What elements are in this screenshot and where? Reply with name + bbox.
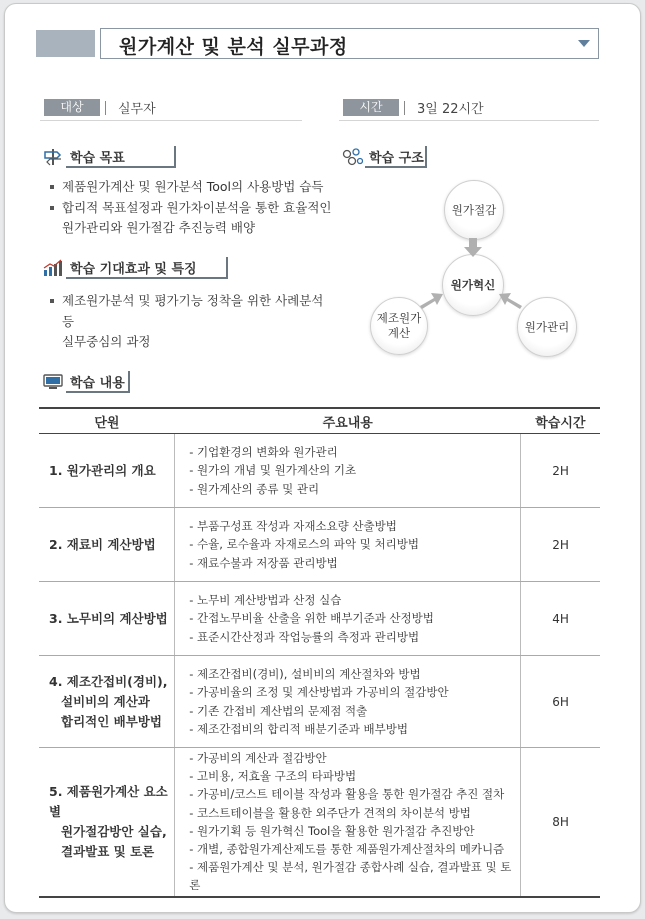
header-hours: 학습시간 — [521, 408, 600, 434]
content-underline — [66, 391, 130, 393]
table-row — [39, 582, 600, 656]
table-row — [39, 434, 600, 508]
unit-cell: 4. 제조간접비(경비), 설비비의 계산과 합리적인 배부방법 — [39, 656, 175, 748]
curriculum-table — [39, 407, 600, 898]
node-cost-reduction: 원가절감 — [444, 180, 504, 240]
target-value: 실무자 — [118, 102, 156, 117]
structure-bar — [425, 146, 427, 168]
bar-chart-icon — [42, 259, 64, 277]
hours-cell: 6H — [521, 656, 600, 748]
monitor-icon — [42, 373, 64, 391]
content-cell: - 기업환경의 변화와 원가관리 - 원가의 개념 및 원가계산의 기초 - 원가계산의 종류 및 관리 — [175, 434, 521, 508]
signpost-icon — [42, 148, 64, 166]
structure-diagram — [366, 180, 581, 355]
goals-heading — [42, 146, 137, 168]
header-content: 주요내용 — [175, 408, 521, 434]
hours-cell: 4H — [521, 582, 600, 656]
structure-underline — [365, 166, 427, 168]
goals-heading-label: 학습 목표 — [70, 151, 125, 166]
effects-item-continued: 실무중심의 과정 — [62, 334, 151, 349]
goals-item: 합리적 목표설정과 원가차이분석을 통한 효율적인 — [48, 198, 338, 219]
page-title: 원가계산 및 분석 실무과정 — [119, 36, 348, 58]
title-box[interactable] — [100, 28, 599, 59]
effects-item: 제조원가분석 및 평가기능 정착을 위한 사례분석 등 — [48, 291, 338, 332]
unit-cell: 2. 재료비 계산방법 — [39, 508, 175, 582]
structure-heading-label: 학습 구조 — [369, 151, 424, 166]
goals-underline — [66, 166, 176, 168]
effects-list — [48, 291, 338, 353]
effects-heading — [42, 257, 197, 279]
hours-cell: 2H — [521, 508, 600, 582]
table-header-row — [39, 408, 600, 434]
effects-heading-label: 학습 기대효과 및 특징 — [70, 262, 197, 277]
goals-bar — [174, 146, 176, 168]
title-accent-bar — [36, 30, 95, 57]
time-row — [339, 96, 599, 121]
unit-cell: 1. 원가관리의 개요 — [39, 434, 175, 508]
content-cell: - 가공비의 계산과 절감방안 - 고비용, 저효율 구조의 타파방법 - 가공비/코스트 테이블 작성과 활용을 통한 원가절감 추진 절차 - 코스트테이블을 활용한 외주단가 견적의 차이분석 방법 - 원가기획 등 원가혁신 Tool을 활용한 원가절감 추진방안 - 개별, 종합원가계산제도를 통한 제품원가계산절차의 메카니즘 - 제품원가계산 및 분석, 원가절감 종합사례 실습, 결과발표 및 토론 — [175, 748, 521, 897]
content-heading — [42, 371, 132, 393]
hours-cell: 8H — [521, 748, 600, 897]
table-row — [39, 656, 600, 748]
target-tag: 대상 — [44, 99, 100, 116]
arrow-down-icon — [464, 238, 482, 258]
unit-cell: 3. 노무비의 계산방법 — [39, 582, 175, 656]
content-bar — [128, 371, 130, 393]
hours-cell: 2H — [521, 434, 600, 508]
node-manufacturing-cost-line1: 제조원가 — [376, 311, 422, 325]
table-row — [39, 748, 600, 897]
goals-item-continued: 원가관리와 원가절감 추진능력 배양 — [62, 220, 256, 235]
network-icon — [341, 148, 363, 166]
title-block — [36, 26, 599, 60]
node-manufacturing-cost-line2: 계산 — [387, 326, 411, 340]
unit-cell: 5. 제품원가계산 요소별 원가절감방안 실습, 결과발표 및 토론 — [39, 748, 175, 897]
time-tag: 시간 — [343, 99, 399, 116]
time-value: 3일 22시간 — [417, 102, 484, 117]
table-row — [39, 508, 600, 582]
header-unit: 단원 — [39, 408, 175, 434]
effects-bar — [226, 257, 228, 279]
goals-item: 제품원가계산 및 원가분석 Tool의 사용방법 습득 — [48, 177, 338, 198]
content-heading-label: 학습 내용 — [70, 376, 125, 391]
content-cell: - 부품구성표 작성과 자재소요량 산출방법 - 수율, 로수율과 자재로스의 파악 및 처리방법 - 재료수불과 저장품 관리방법 — [175, 508, 521, 582]
node-cost-innovation: 원가혁신 — [442, 254, 504, 316]
arrow-up-left-icon — [498, 290, 524, 310]
arrow-up-right-icon — [418, 290, 444, 310]
target-row — [40, 96, 302, 121]
content-cell: - 제조간접비(경비), 설비비의 계산절차와 방법 - 가공비율의 조정 및 계산방법과 가공비의 절감방안 - 기존 간접비 계산법의 문제점 적출 - 제조간접비의 합리적 배분기준과 배부방법 — [175, 656, 521, 748]
chevron-down-icon[interactable] — [578, 40, 590, 47]
content-cell: - 노무비 계산방법과 산정 실습 - 간접노무비율 산출을 위한 배부기준과 산정방법 - 표준시간산정과 작업능률의 측정과 관리방법 — [175, 582, 521, 656]
goals-list — [48, 177, 338, 239]
effects-underline — [66, 277, 228, 279]
structure-heading — [341, 146, 431, 168]
node-cost-management: 원가관리 — [517, 297, 577, 357]
